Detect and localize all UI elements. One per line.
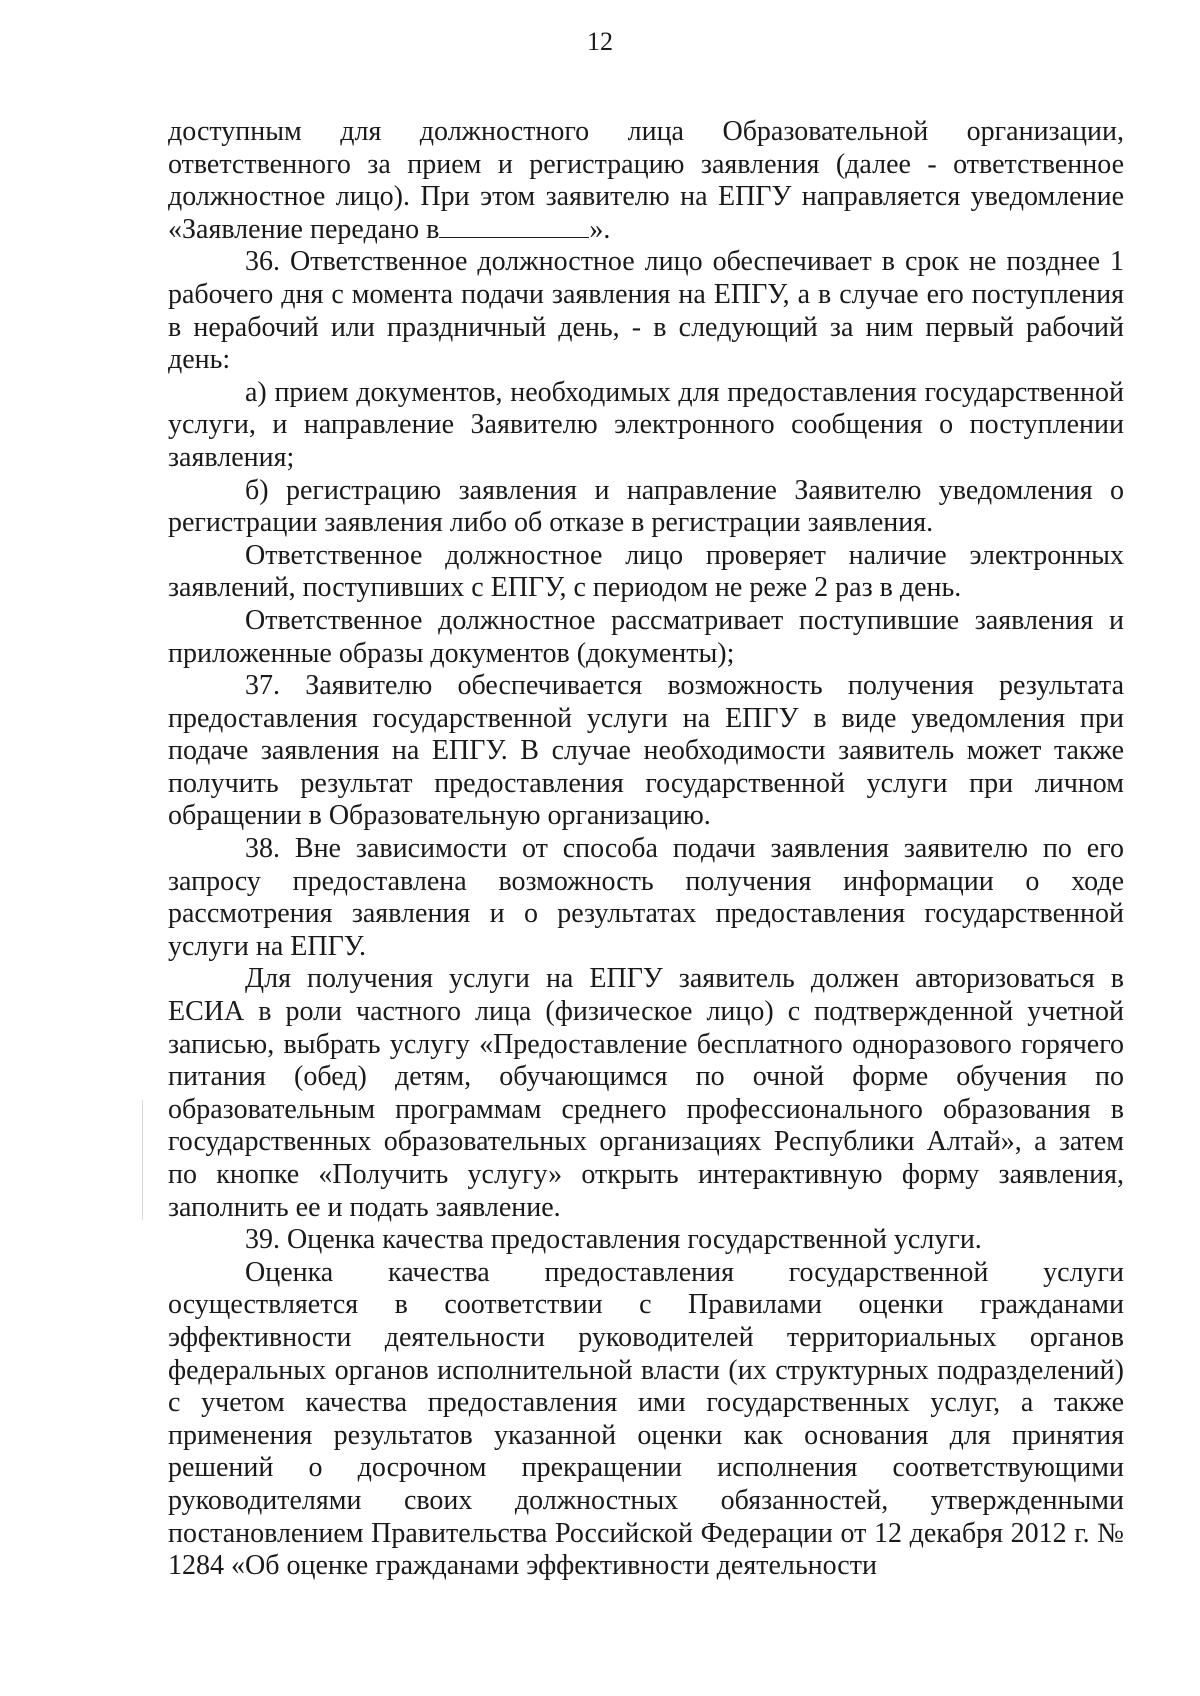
page-number: 12 <box>587 27 613 56</box>
scan-margin-mark <box>142 1100 143 1220</box>
paragraph-38-epgu: Для получения услуги на ЕПГУ заявитель должен авторизоваться в ЕСИА в роли частного лица (физическое лицо) с подтвержденной учетной записью, выбрать услугу «Предоставление бесплатного одноразового горячего питания (обед) детям, обучающимся по очной форме обучения по образовательным программам среднего профессионального образования в государственных образовательных организациях Республики Алтай», а затем по кнопке «Получить услугу» открыть интерактивную форму заявления, заполнить ее и подать заявление. <box>168 963 1124 1223</box>
paragraph-38: 38. Вне зависимости от способа подачи заявления заявителю по его запросу предоставлена возможность получения информации о ходе рассмотрения заявления и о результатах предоставления государственной услуги на ЕПГУ. <box>168 833 1124 962</box>
document-body <box>168 116 1124 1583</box>
paragraph-36: 36. Ответственное должностное лицо обеспечивает в срок не позднее 1 рабочего дня с момента подачи заявления на ЕПГУ, а в случае его поступления в нерабочий или праздничный день, - в следующий за ним первый рабочий день: <box>168 246 1124 376</box>
paragraph-continuation-text: доступным для должностного лица Образовательной организации, ответственного за прием и регистрацию заявления (далее - ответственное должностное лицо). При этом заявителю на ЕПГУ направляется уведомление «Заявление передано в <box>168 116 1124 245</box>
paragraph-39-assessment: Оценка качества предоставления государственной услуги осуществляется в соответствии с Правилами оценки гражданами эффективности деятельности руководителей территориальных органов федеральных органов исполнительной власти (их структурных подразделений) с учетом качества предоставления ими государственных услуг, а также применения результатов указанной оценки как основания для принятия решений о досрочном прекращении исполнения соответствующими руководителями своих должностных обязанностей, утвержденными постановлением Правительства Российской Федерации от 12 декабря 2012 г. № 1284 «Об оценке гражданами эффективности деятельности <box>168 1256 1124 1582</box>
paragraph-continuation <box>168 116 1124 246</box>
paragraph-36-check: Ответственное должностное лицо проверяет наличие электронных заявлений, поступивших с ЕПГУ, с периодом не реже 2 раз в день. <box>168 539 1124 604</box>
fill-in-blank <box>439 215 589 238</box>
paragraph-39: 39. Оценка качества предоставления государственной услуги. <box>245 1224 982 1256</box>
paragraph-36-review: Ответственное должностное рассматривает поступившие заявления и приложенные образы документов (документы); <box>168 604 1124 669</box>
paragraph-36-b: б) регистрацию заявления и направление Заявителю уведомления о регистрации заявления либо об отказе в регистрации заявления. <box>168 474 1124 539</box>
paragraph-37: 37. Заявителю обеспечивается возможность получения результата предоставления государственной услуги на ЕПГУ в виде уведомления при подаче заявления на ЕПГУ. В случае необходимости заявитель может также получить результат предоставления государственной услуги при личном обращении в Образовательную организацию. <box>168 670 1124 832</box>
paragraph-36-a: а) прием документов, необходимых для предоставления государственной услуги, и направление Заявителю электронного сообщения о поступлении заявления; <box>168 376 1124 473</box>
paragraph-continuation-tail: ». <box>589 213 611 245</box>
